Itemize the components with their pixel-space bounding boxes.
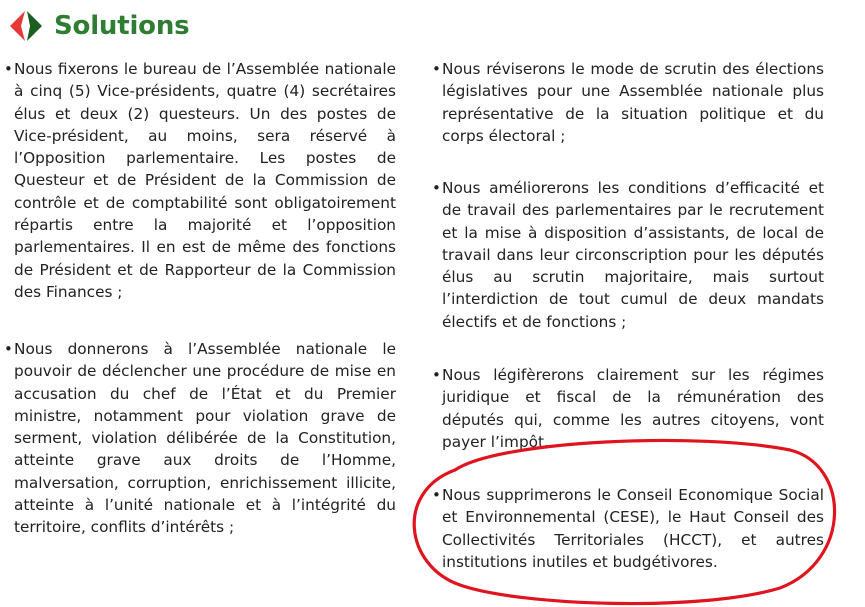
- list-item: [432, 177, 824, 333]
- section-header: [8, 8, 189, 44]
- bullet: •: [432, 486, 441, 504]
- list-item-text: Nous améliorerons les conditions d’efficacité et de travail des parlementaires par le recrutement et la mise à disposition d’assistants, de local de travail dans leur circonscription pour les députés élus au scrutin majoritaire, mais surtout l’interdiction de tout cumul de deux mandats électifs et de fonctions ;: [442, 179, 824, 331]
- list-item: [4, 338, 396, 539]
- bullet: •: [432, 179, 441, 197]
- highlighted-list-item: [432, 484, 824, 573]
- list-item-text: Nous légifèrerons clairement sur les régimes juridique et fiscal de la rémunération des députés qui, comme les autres citoyens, vont payer l’impôt.: [442, 366, 824, 451]
- list-item-text: Nous fixerons le bureau de l’Assemblée nationale à cinq (5) Vice-présidents, quatre (4) secrétaires élus et deux (2) questeurs. Un des postes de Vice-président, au moins, sera réservé à l’Opposition parlementaire. Les postes de Questeur et de Président de la Commission de contrôle et de comptabilité sont obligatoirement répartis entre la majorité et l’opposition parlementaires. Il en est de même des fonctions de Président et de Rapporteur de la Commission des Finances ;: [14, 60, 396, 301]
- diamond-arrow-icon: [8, 9, 46, 43]
- bullet: •: [432, 366, 441, 384]
- list-item: [432, 58, 824, 147]
- bullet: •: [4, 340, 13, 358]
- list-item-text: Nous réviserons le mode de scrutin des élections législatives pour une Assemblée nationale plus représentative de la situation politique et du corps électoral ;: [442, 60, 824, 145]
- section-title: Solutions: [54, 11, 190, 41]
- list-item: [4, 58, 396, 303]
- list-item-text: Nous supprimerons le Conseil Economique Social et Environnemental (CESE), le Haut Conseil des Collectivités Territoriales (HCCT), et autres institutions inutiles et budgétivores.: [442, 486, 824, 571]
- bullet: •: [4, 60, 13, 78]
- bullet: •: [432, 60, 441, 78]
- list-item: [432, 364, 824, 453]
- list-item-text: Nous donnerons à l’Assemblée nationale le pouvoir de déclencher une procédure de mise en accusation du chef de l’État et du Premier ministre, notamment pour violation grave de serment, violation délibérée de la Constitution, atteinte grave aux droits de l’Homme, malversation, corruption, enrichissement illicite, atteinte à l’unité nationale et à l’intégrité du territoire, conflits d’intérêts ;: [14, 340, 396, 537]
